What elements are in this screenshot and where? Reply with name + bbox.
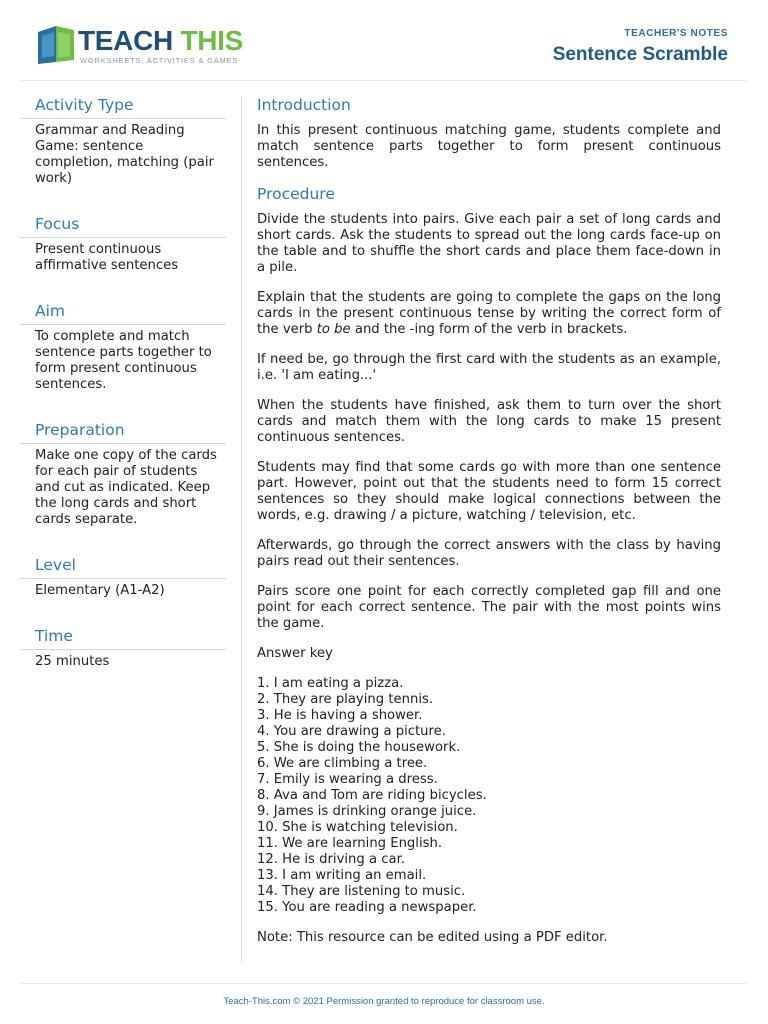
procedure-heading: Procedure (257, 185, 335, 203)
time-section (20, 621, 226, 670)
page-title: Sentence Scramble (552, 44, 728, 65)
activity-type-heading: Activity Type (20, 90, 226, 119)
answer-item: 13. I am writing an email. (257, 868, 427, 883)
answer-key-list (257, 676, 721, 916)
procedure-paragraph-6: Afterwards, go through the correct answers with the class by having pairs read out their sentences. (257, 538, 721, 569)
answer-item: 11. We are learning English. (257, 836, 443, 851)
procedure-paragraph-4: When the students have finished, ask them to turn over the short cards and match them with the long cards to make 15 present continuous sentences. (257, 398, 721, 445)
answer-item: 15. You are reading a newspaper. (257, 900, 477, 915)
preparation-text: Make one copy of the cards for each pair of students and cut as indicated. Keep the long cards and short cards separate. (35, 448, 217, 527)
answer-item: 6. We are climbing a tree. (257, 756, 428, 771)
page-footer: Teach-This.com © 2021 Permission granted to reproduce for classroom use. (223, 996, 545, 1007)
column-divider (241, 96, 242, 964)
aim-heading: Aim (20, 296, 226, 325)
editor-note: Note: This resource can be edited using a PDF editor. (257, 930, 608, 945)
introduction-text: In this present continuous matching game, students complete and match sentence parts together to form present continuous sentences. (257, 123, 721, 170)
main-content (257, 90, 721, 946)
answer-item: 3. He is having a shower. (257, 708, 423, 723)
page-header (20, 0, 746, 81)
introduction-heading: Introduction (257, 96, 351, 114)
procedure-paragraph-2-start: Explain that the students are going to complete the gaps on the long cards in the present continuous tense by writing the correct form of the verb (257, 290, 721, 337)
answer-item: 8. Ava and Tom are riding bicycles. (257, 788, 487, 803)
preparation-heading: Preparation (20, 415, 226, 444)
footer-divider (20, 983, 746, 984)
focus-section (20, 209, 226, 274)
logo-word-teach: TEACH (78, 25, 173, 56)
answer-item: 2. They are playing tennis. (257, 692, 434, 707)
time-heading: Time (20, 621, 226, 650)
answer-item: 1. I am eating a pizza. (257, 676, 404, 691)
focus-text: Present continuous affirmative sentences (35, 242, 179, 273)
level-heading: Level (20, 550, 226, 579)
procedure-paragraph-1: Divide the students into pairs. Give each pair a set of long cards and short cards. Ask the students to spread out the long cards face-up on the table and to shuffle the short cards and place them face-down in a pile. (257, 212, 721, 275)
answer-item: 7. Emily is wearing a dress. (257, 772, 438, 787)
answer-item: 14. They are listening to music. (257, 884, 466, 899)
level-section (20, 550, 226, 599)
answer-item: 4. You are drawing a picture. (257, 724, 446, 739)
sidebar (20, 90, 226, 692)
verb-to-be: to be (316, 322, 351, 337)
answer-item: 5. She is doing the housework. (257, 740, 461, 755)
procedure-paragraph-7: Pairs score one point for each correctly completed gap fill and one point for each correct sentence. The pair with the most points wins the game. (257, 584, 721, 631)
answer-key-label: Answer key (257, 646, 333, 661)
book-logo-icon (36, 24, 76, 66)
level-text: Elementary (A1-A2) (35, 583, 165, 598)
activity-type-text: Grammar and Reading Game: sentence completion, matching (pair work) (35, 123, 214, 186)
answer-item: 9. James is drinking orange juice. (257, 804, 477, 819)
focus-heading: Focus (20, 209, 226, 238)
procedure-paragraph-2-end: and the -ing form of the verb in brackets. (350, 322, 628, 337)
notes-label: TEACHER'S NOTES (624, 28, 728, 39)
procedure-paragraph-5: Students may find that some cards go with more than one sentence part. However, point out that the students need to form 15 correct sentences so they should make logical connections between the words, e.g. drawing / a picture, watching / television, etc. (257, 460, 721, 523)
activity-type-section (20, 90, 226, 187)
preparation-section (20, 415, 226, 528)
aim-text: To complete and match sentence parts together to form present continuous sentences. (35, 329, 212, 392)
procedure-paragraph-2 (257, 290, 721, 338)
answer-item: 12. He is driving a car. (257, 852, 405, 867)
answer-item: 10. She is watching television. (257, 820, 458, 835)
logo-wordmark (78, 26, 243, 56)
time-text: 25 minutes (35, 654, 110, 669)
logo-word-this: THIS (180, 25, 244, 56)
aim-section (20, 296, 226, 393)
procedure-paragraph-3: If need be, go through the first card with the students as an example, i.e. 'I am eating...' (257, 352, 721, 383)
teach-this-logo (36, 22, 244, 70)
logo-tagline: WORKSHEETS, ACTIVITIES & GAMES (80, 56, 239, 65)
